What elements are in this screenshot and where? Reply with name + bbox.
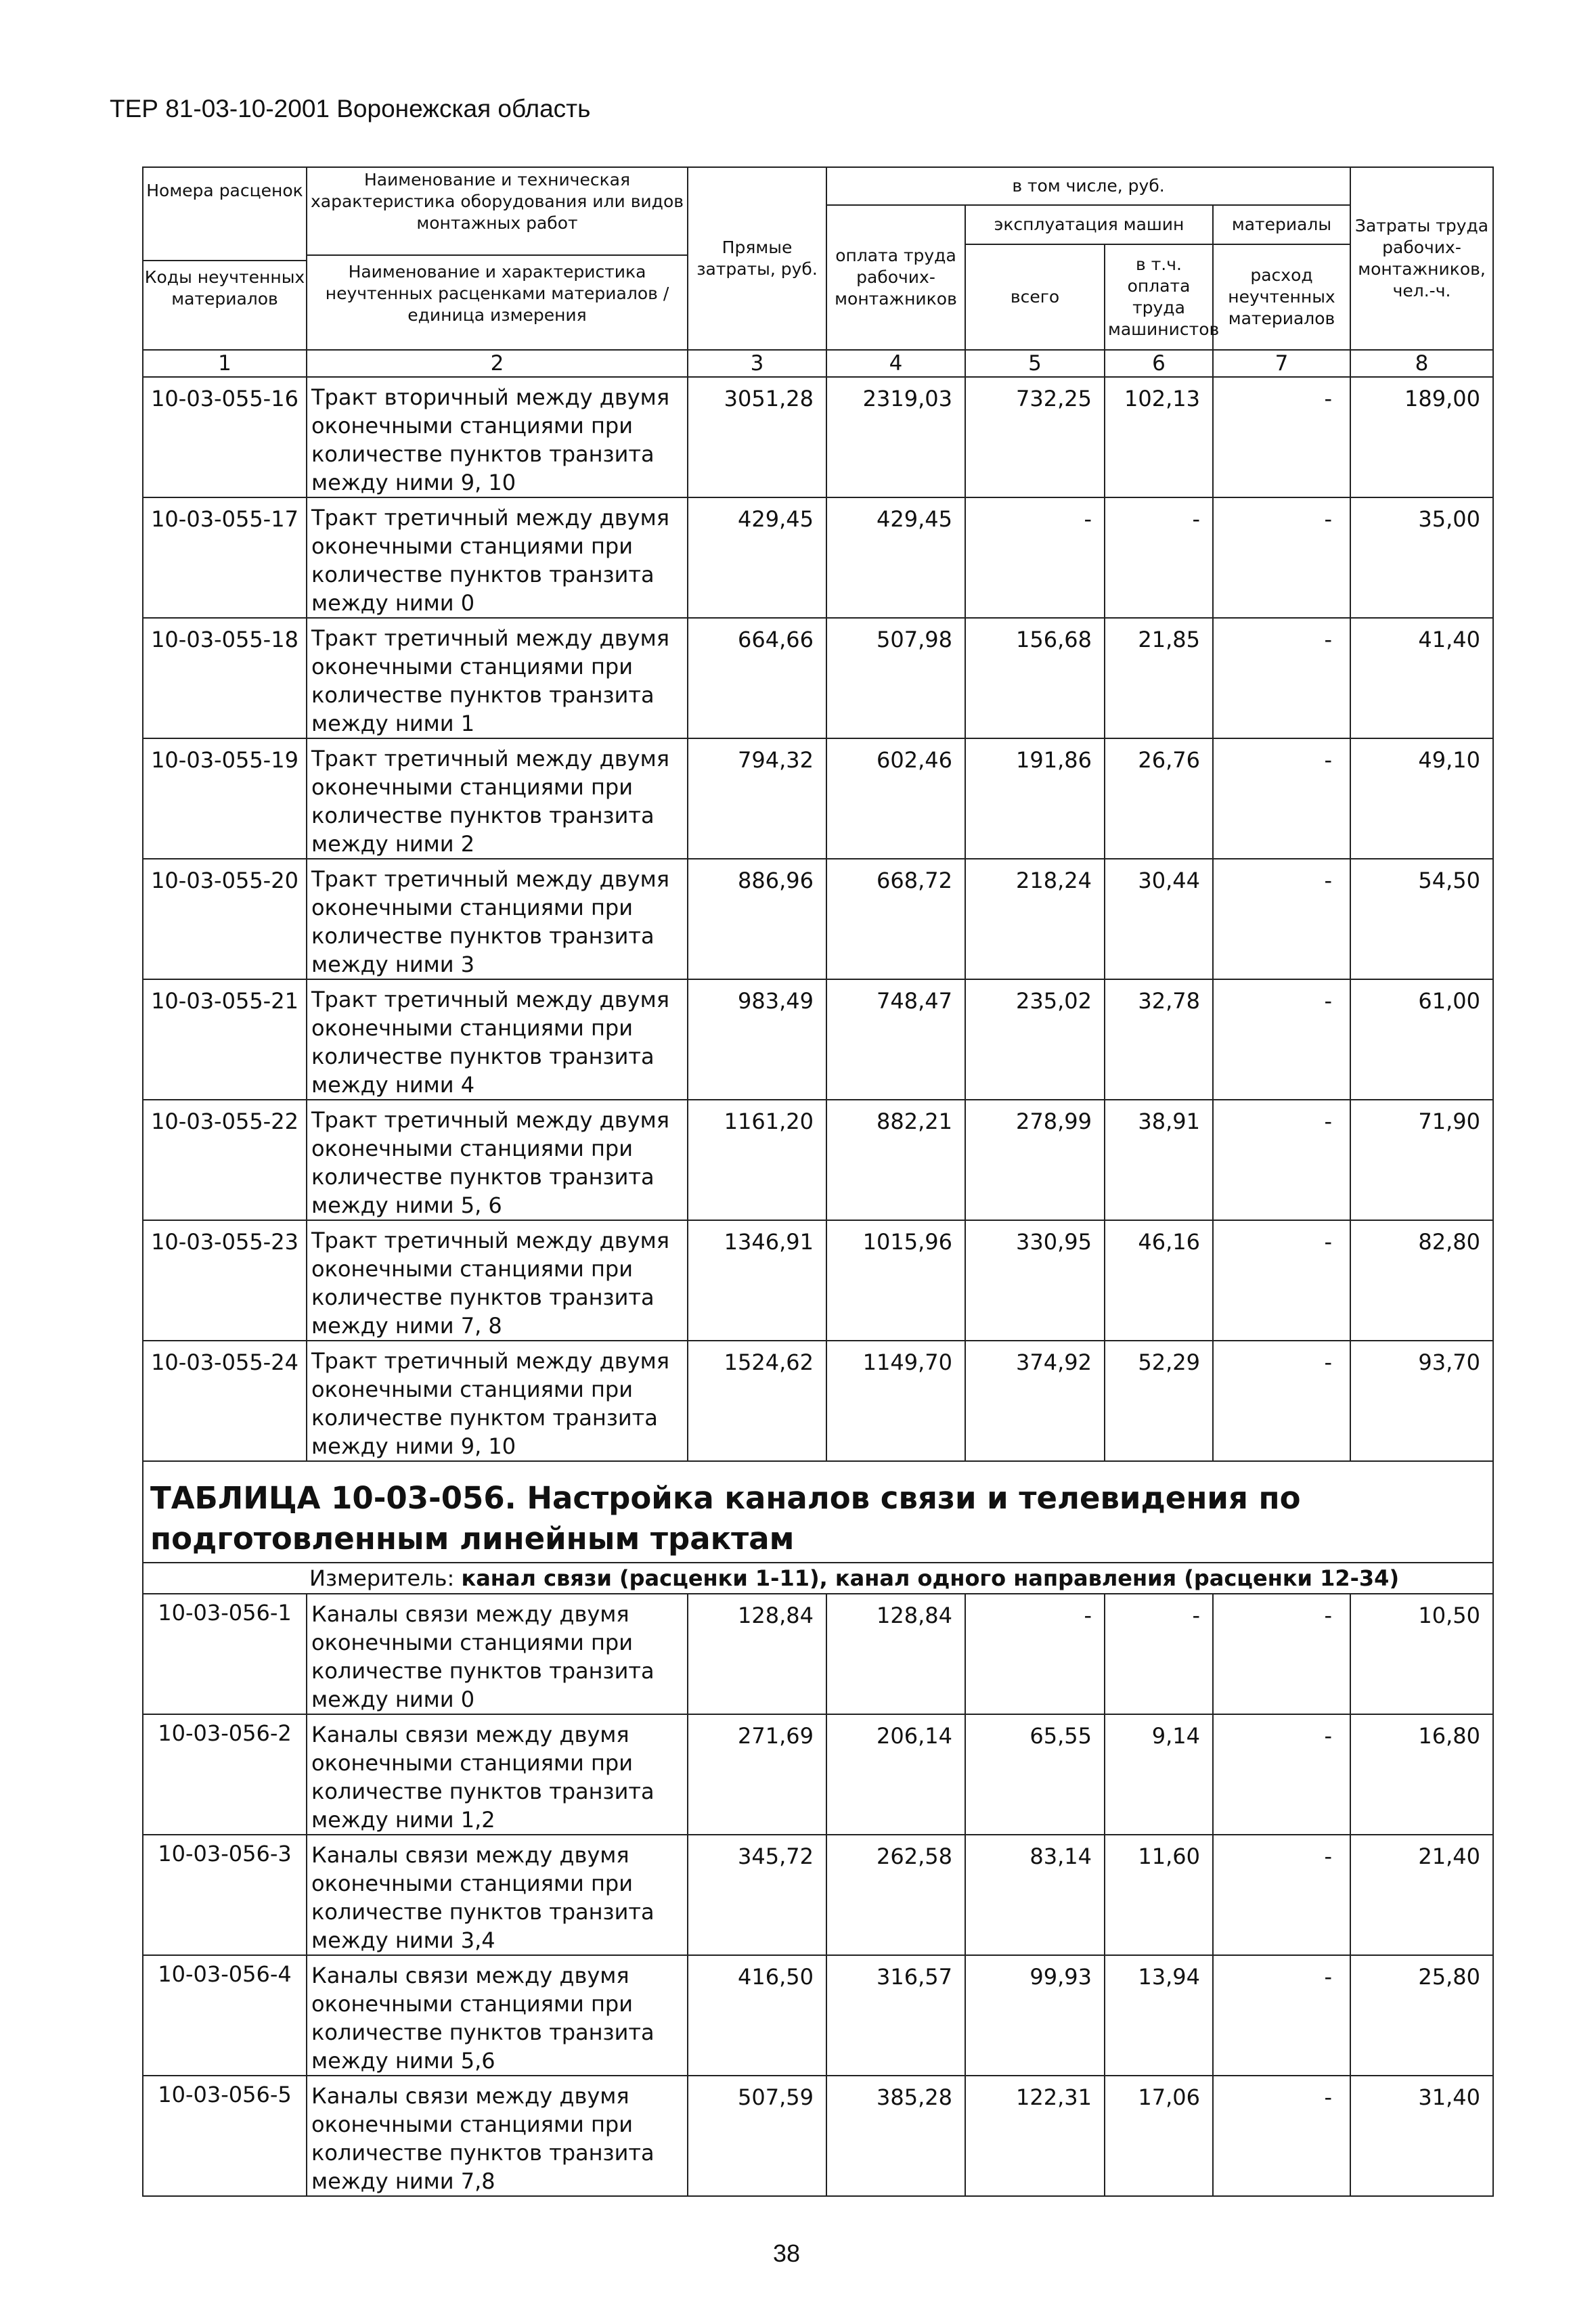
table-055-body [143,377,1493,1461]
labor-hours-value: 61,00 [1350,979,1493,1100]
table-056-title: ТАБЛИЦА 10-03-056. Настройка каналов связи и телевидения по подготовленным линейным трактам [143,1461,1493,1563]
materials-value: - [1213,738,1350,859]
rate-description: Тракт третичный между двумя оконечными станциями при количестве пунктом транзита между ними 9, 10 [307,1341,688,1461]
direct-costs-value: 794,32 [688,738,826,859]
header-worker-pay: оплата труда рабочих-монтажников [826,205,965,350]
rate-description: Каналы связи между двумя оконечными станциями при количестве пунктов транзита между ними 1,2 [307,1714,688,1835]
document-title: ТЕР 81-03-10-2001 Воронежская область [110,95,591,122]
worker-pay-value: 316,57 [826,1955,965,2076]
rate-code: 10-03-055-22 [143,1100,307,1220]
table-row [143,1835,1493,1955]
column-number: 5 [965,350,1105,377]
table-row [143,738,1493,859]
labor-hours-value: 25,80 [1350,1955,1493,2076]
rate-description: Каналы связи между двумя оконечными станциями при количестве пунктов транзита между ними 3,4 [307,1835,688,1955]
rate-description: Каналы связи между двумя оконечными станциями при количестве пунктов транзита между ними 0 [307,1594,688,1714]
rate-code: 10-03-056-5 [143,2076,307,2196]
worker-pay-value: 2319,03 [826,377,965,497]
worker-pay-value: 385,28 [826,2076,965,2196]
measure-value: канал связи (расценки 1-11), канал одного направления (расценки 12-34) [461,1565,1400,1591]
machinists-pay-value: 102,13 [1105,377,1213,497]
machines-total-value: 374,92 [965,1341,1105,1461]
table-row [143,1341,1493,1461]
rate-description: Тракт третичный между двумя оконечными станциями при количестве пунктов транзита между ними 5, 6 [307,1100,688,1220]
machinists-pay-value: 38,91 [1105,1100,1213,1220]
direct-costs-value: 128,84 [688,1594,826,1714]
direct-costs-value: 416,50 [688,1955,826,2076]
materials-value: - [1213,1220,1350,1341]
labor-hours-value: 82,80 [1350,1220,1493,1341]
direct-costs-value: 1524,62 [688,1341,826,1461]
direct-costs-value: 664,66 [688,618,826,738]
header-including-group: в том числе, руб. [826,167,1350,205]
rate-code: 10-03-055-21 [143,979,307,1100]
labor-hours-value: 93,70 [1350,1341,1493,1461]
header-materials-group: материалы [1213,205,1350,244]
column-number: 7 [1213,350,1350,377]
worker-pay-value: 429,45 [826,497,965,618]
worker-pay-value: 128,84 [826,1594,965,1714]
materials-value: - [1213,377,1350,497]
machinists-pay-value: 9,14 [1105,1714,1213,1835]
materials-value: - [1213,1714,1350,1835]
materials-value: - [1213,497,1350,618]
worker-pay-value: 1015,96 [826,1220,965,1341]
column-number: 4 [826,350,965,377]
machinists-pay-value: 11,60 [1105,1835,1213,1955]
labor-hours-value: 35,00 [1350,497,1493,618]
worker-pay-value: 1149,70 [826,1341,965,1461]
header-machinists-pay: в т.ч. оплата труда машинистов [1105,244,1213,350]
direct-costs-value: 1161,20 [688,1100,826,1220]
rate-code: 10-03-056-4 [143,1955,307,2076]
header-cell-name [307,167,688,350]
rate-code: 10-03-055-17 [143,497,307,618]
direct-costs-value: 1346,91 [688,1220,826,1341]
machinists-pay-value: 30,44 [1105,859,1213,979]
labor-hours-value: 31,40 [1350,2076,1493,2196]
header-rate-numbers: Номера расценок [146,181,303,200]
materials-value: - [1213,2076,1350,2196]
table-row [143,497,1493,618]
labor-hours-value: 10,50 [1350,1594,1493,1714]
materials-value: - [1213,859,1350,979]
rate-description: Тракт третичный между двумя оконечными станциями при количестве пунктов транзита между ними 4 [307,979,688,1100]
materials-value: - [1213,1100,1350,1220]
worker-pay-value: 748,47 [826,979,965,1100]
table-056-body [143,1594,1493,2196]
rate-description: Тракт третичный между двумя оконечными станциями при количестве пунктов транзита между ними 2 [307,738,688,859]
header-cell-code [143,167,307,350]
labor-hours-value: 49,10 [1350,738,1493,859]
rate-description: Тракт третичный между двумя оконечными станциями при количестве пунктов транзита между ними 1 [307,618,688,738]
header-material-codes: Коды неучтенных материалов [143,260,306,310]
worker-pay-value: 206,14 [826,1714,965,1835]
machines-total-value: 65,55 [965,1714,1105,1835]
direct-costs-value: 983,49 [688,979,826,1100]
worker-pay-value: 602,46 [826,738,965,859]
table-row [143,618,1493,738]
direct-costs-value: 3051,28 [688,377,826,497]
direct-costs-value: 886,96 [688,859,826,979]
table-row [143,859,1493,979]
materials-value: - [1213,1594,1350,1714]
machinists-pay-value: - [1105,497,1213,618]
machines-total-value: 83,14 [965,1835,1105,1955]
worker-pay-value: 507,98 [826,618,965,738]
rate-code: 10-03-055-18 [143,618,307,738]
machinists-pay-value: 26,76 [1105,738,1213,859]
machinists-pay-value: 46,16 [1105,1220,1213,1341]
worker-pay-value: 882,21 [826,1100,965,1220]
machines-total-value: 732,25 [965,377,1105,497]
header-labor-hours: Затраты труда рабочих-монтажников, чел.-ч. [1350,167,1493,350]
materials-value: - [1213,618,1350,738]
worker-pay-value: 668,72 [826,859,965,979]
rate-description: Каналы связи между двумя оконечными станциями при количестве пунктов транзита между ними 5,6 [307,1955,688,2076]
rate-description: Тракт третичный между двумя оконечными станциями при количестве пунктов транзита между ними 7, 8 [307,1220,688,1341]
rate-code: 10-03-056-3 [143,1835,307,1955]
header-machines-total: всего [965,244,1105,350]
column-number: 8 [1350,350,1493,377]
header-direct-costs: Прямые затраты, руб. [688,167,826,350]
labor-hours-value: 189,00 [1350,377,1493,497]
rate-description: Тракт третичный между двумя оконечными станциями при количестве пунктов транзита между ними 3 [307,859,688,979]
table-056-heading [143,1461,1493,1594]
measure-line [143,1563,1493,1594]
table-row [143,1955,1493,2076]
table-row [143,2076,1493,2196]
header-material-name: Наименование и характеристика неучтенных расценками материалов / единица измерения [307,254,687,326]
header-work-name: Наименование и техническая характеристика оборудования или видов монтажных работ [311,170,684,233]
labor-hours-value: 21,40 [1350,1835,1493,1955]
column-number-row [143,350,1493,377]
machinists-pay-value: 21,85 [1105,618,1213,738]
table-row [143,1714,1493,1835]
machinists-pay-value: 13,94 [1105,1955,1213,2076]
table-header [143,167,1493,377]
direct-costs-value: 429,45 [688,497,826,618]
materials-value: - [1213,1341,1350,1461]
labor-hours-value: 41,40 [1350,618,1493,738]
machines-total-value: 191,86 [965,738,1105,859]
labor-hours-value: 71,90 [1350,1100,1493,1220]
rate-code: 10-03-055-20 [143,859,307,979]
machines-total-value: 235,02 [965,979,1105,1100]
rate-description: Каналы связи между двумя оконечными станциями при количестве пунктов транзита между ними 7,8 [307,2076,688,2196]
machines-total-value: - [965,1594,1105,1714]
rate-code: 10-03-056-1 [143,1594,307,1714]
machines-total-value: 99,93 [965,1955,1105,2076]
rate-description: Тракт третичный между двумя оконечными станциями при количестве пунктов транзита между ними 0 [307,497,688,618]
machinists-pay-value: 32,78 [1105,979,1213,1100]
table-row [143,377,1493,497]
machines-total-value: - [965,497,1105,618]
machines-total-value: 330,95 [965,1220,1105,1341]
rate-code: 10-03-056-2 [143,1714,307,1835]
machines-total-value: 156,68 [965,618,1105,738]
materials-value: - [1213,1955,1350,2076]
worker-pay-value: 262,58 [826,1835,965,1955]
materials-value: - [1213,979,1350,1100]
column-number: 1 [143,350,307,377]
table-row [143,1594,1493,1714]
labor-hours-value: 16,80 [1350,1714,1493,1835]
machines-total-value: 278,99 [965,1100,1105,1220]
column-number: 6 [1105,350,1213,377]
header-unaccounted-materials: расход неучтенных материалов [1213,244,1350,350]
labor-hours-value: 54,50 [1350,859,1493,979]
machinists-pay-value: - [1105,1594,1213,1714]
rate-code: 10-03-055-24 [143,1341,307,1461]
direct-costs-value: 345,72 [688,1835,826,1955]
machines-total-value: 122,31 [965,2076,1105,2196]
machinists-pay-value: 52,29 [1105,1341,1213,1461]
table-row [143,1100,1493,1220]
rate-code: 10-03-055-16 [143,377,307,497]
column-number: 3 [688,350,826,377]
rate-code: 10-03-055-23 [143,1220,307,1341]
direct-costs-value: 507,59 [688,2076,826,2196]
rate-code: 10-03-055-19 [143,738,307,859]
machinists-pay-value: 17,06 [1105,2076,1213,2196]
rate-description: Тракт вторичный между двумя оконечными станциями при количестве пунктов транзита между ними 9, 10 [307,377,688,497]
machines-total-value: 218,24 [965,859,1105,979]
materials-value: - [1213,1835,1350,1955]
column-number: 2 [307,350,688,377]
table-row [143,1220,1493,1341]
measure-label: Измеритель: [309,1565,455,1591]
table-row [143,979,1493,1100]
page-number: 38 [772,2239,801,2267]
direct-costs-value: 271,69 [688,1714,826,1835]
rates-table [142,166,1494,2197]
header-machines-group: эксплуатация машин [965,205,1213,244]
